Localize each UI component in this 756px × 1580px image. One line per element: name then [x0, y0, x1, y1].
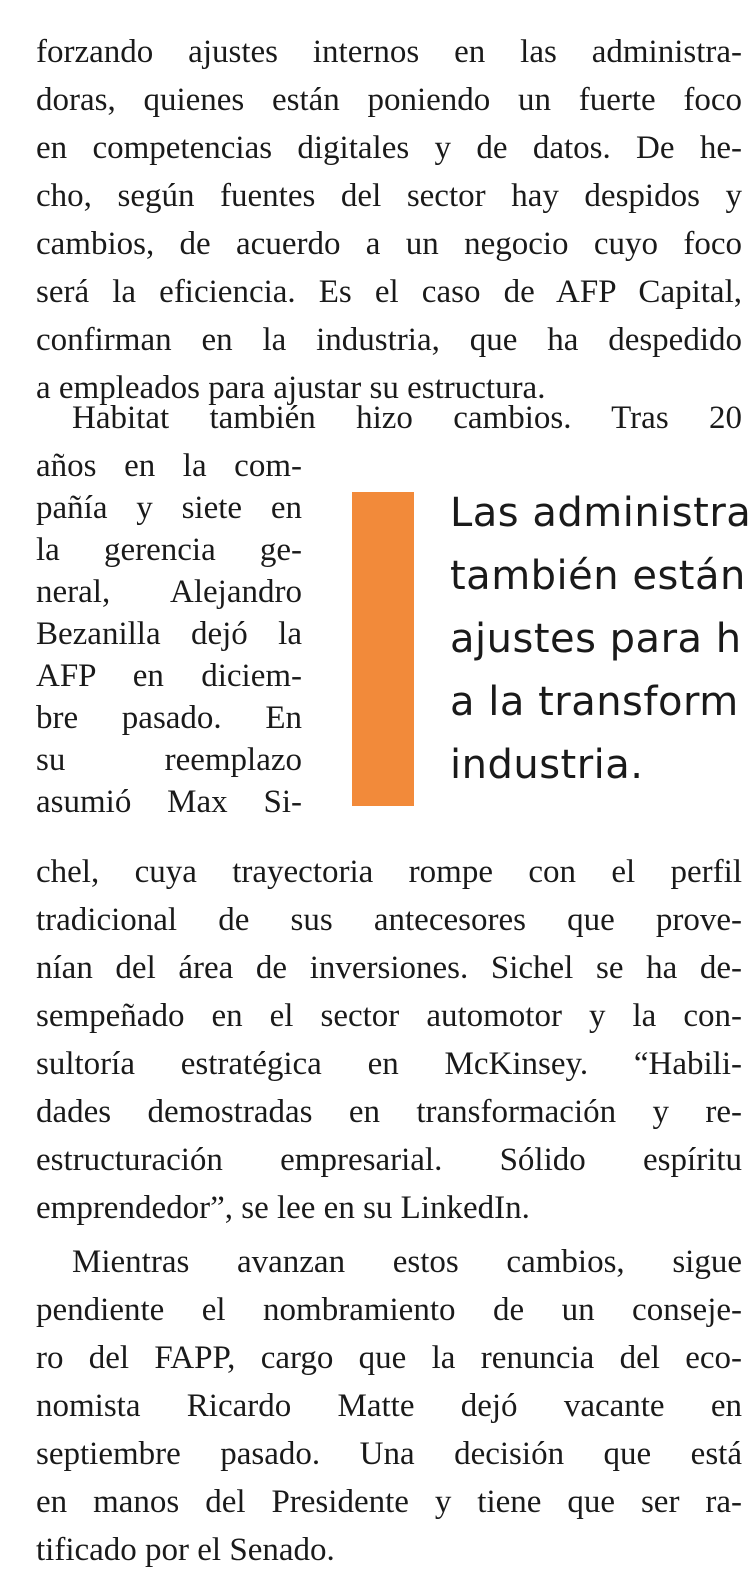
body-line: neral, Alejandro [36, 574, 302, 610]
body-line: doras, quienes están poniendo un fuerte foco [36, 82, 742, 118]
body-line: tradicional de sus antecesores que prove- [36, 902, 742, 938]
body-line: forzando ajustes internos en las administra- [36, 34, 742, 70]
body-line: nomista Ricardo Matte dejó vacante en [36, 1388, 742, 1424]
body-line: años en la com- [36, 448, 302, 484]
body-line: la gerencia ge- [36, 532, 302, 568]
body-line: ro del FAPP, cargo que la renuncia del eco- [36, 1340, 742, 1376]
body-line: pañía y siete en [36, 490, 302, 526]
body-line: tificado por el Senado. [36, 1532, 335, 1568]
body-line: septiembre pasado. Una decisión que está [36, 1436, 742, 1472]
body-line: pendiente el nombramiento de un conseje- [36, 1292, 742, 1328]
body-line: confirman en la industria, que ha despedido [36, 322, 742, 358]
body-line: nían del área de inversiones. Sichel se ha de- [36, 950, 742, 986]
pullquote-line: Las administra [450, 490, 752, 536]
body-line: dades demostradas en transformación y re- [36, 1094, 742, 1130]
body-line: a empleados para ajustar su estructura. [36, 370, 546, 406]
body-line: Bezanilla dejó la [36, 616, 302, 652]
body-line: sempeñado en el sector automotor y la con- [36, 998, 742, 1034]
body-line: será la eficiencia. Es el caso de AFP Capital, [36, 274, 742, 310]
pullquote-line: a la transform [450, 679, 739, 725]
body-line: chel, cuya trayectoria rompe con el perfil [36, 854, 742, 890]
pullquote-line: industria. [450, 742, 644, 788]
body-line: sultoría estratégica en McKinsey. “Habili- [36, 1046, 742, 1082]
body-line: asumió Max Si- [36, 784, 302, 820]
body-line: en competencias digitales y de datos. De he- [36, 130, 742, 166]
pullquote-line: ajustes para h [450, 616, 742, 662]
body-line: emprendedor”, se lee en su LinkedIn. [36, 1190, 530, 1226]
body-line: cambios, de acuerdo a un negocio cuyo foco [36, 226, 742, 262]
body-line: Habitat también hizo cambios. Tras 20 [72, 400, 742, 436]
pullquote-line: también están [450, 553, 746, 599]
body-line: su reemplazo [36, 742, 302, 778]
body-line: bre pasado. En [36, 700, 302, 736]
body-line: cho, según fuentes del sector hay despidos y [36, 178, 742, 214]
body-line: en manos del Presidente y tiene que ser ra- [36, 1484, 742, 1520]
pullquote-accent-bar [352, 492, 414, 806]
body-line: Mientras avanzan estos cambios, sigue [72, 1244, 742, 1280]
body-line: AFP en diciem- [36, 658, 302, 694]
body-line: estructuración empresarial. Sólido espíritu [36, 1142, 742, 1178]
